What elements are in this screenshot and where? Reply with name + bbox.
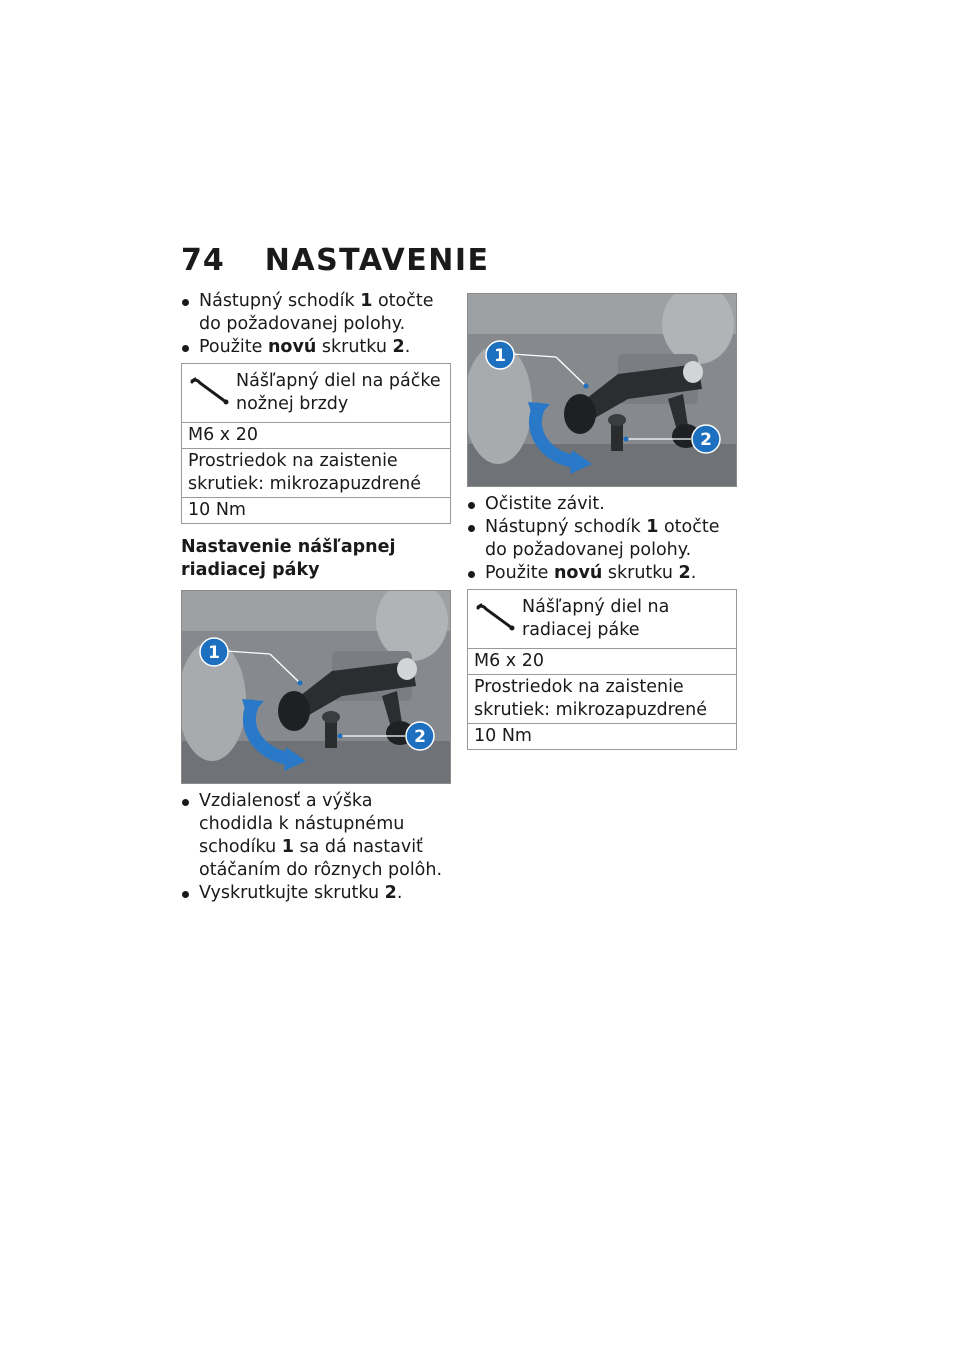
- spec-title: Nášľapný diel na radiacej páke: [522, 597, 670, 640]
- torque-wrench-icon: [474, 600, 518, 636]
- callout-2: 2: [700, 430, 712, 450]
- spec-title: Nášľapný diel na páčke nožnej brzdy: [236, 371, 441, 414]
- callout-ref: 2: [384, 883, 397, 903]
- left-column: [181, 290, 451, 905]
- shift-lever-figure: [467, 293, 737, 487]
- torque-spec-table: [181, 363, 451, 524]
- right-column: [467, 293, 737, 750]
- spec-row: 10 Nm: [188, 500, 246, 520]
- callout-ref: 1: [360, 291, 373, 311]
- list-item: Použite novú skrutku 2.: [467, 562, 737, 585]
- shift-lever-figure: [181, 590, 451, 784]
- photo-illustration: [182, 591, 450, 783]
- callout-1: 1: [208, 643, 220, 663]
- section-heading: Nastavenie nášľapnej riadiacej páky: [181, 537, 396, 580]
- spec-row: 10 Nm: [474, 726, 532, 746]
- spec-row: Prostriedok na zaistenie skrutiek: mikrozapuzdrené: [468, 675, 736, 724]
- list-item: Vzdialenosť a výška chodidla k nástupnému schodíku 1 sa dá nastaviť otáčaním do rôznych polôh.: [181, 790, 451, 882]
- callout-2: 2: [414, 727, 426, 747]
- callout-ref: 1: [646, 517, 659, 537]
- spec-header: [182, 364, 450, 423]
- callout-ref: 1: [281, 837, 294, 857]
- torque-wrench-icon: [188, 374, 232, 410]
- list-item: Vyskrutkujte skrutku 2.: [181, 882, 451, 905]
- spec-row: M6 x 20: [468, 649, 736, 675]
- list-item: Použite novú skrutku 2.: [181, 336, 451, 359]
- page-header: [181, 243, 489, 283]
- torque-spec-table: [467, 589, 737, 750]
- list-item: Očistite závit.: [467, 493, 737, 516]
- list-item: Nástupný schodík 1 otočte do požadovanej polohy.: [181, 290, 451, 336]
- callout-ref: 2: [678, 563, 691, 583]
- list-item: Nástupný schodík 1 otočte do požadovanej polohy.: [467, 516, 737, 562]
- spec-row: M6 x 20: [182, 423, 450, 449]
- photo-illustration: [468, 294, 736, 486]
- callout-1: 1: [494, 346, 506, 366]
- page-title: NASTAVENIE: [264, 243, 490, 278]
- spec-row: Prostriedok na zaistenie skrutiek: mikrozapuzdrené: [182, 449, 450, 498]
- page-number: 74: [181, 243, 225, 278]
- spec-header: [468, 590, 736, 649]
- callout-ref: 2: [392, 337, 405, 357]
